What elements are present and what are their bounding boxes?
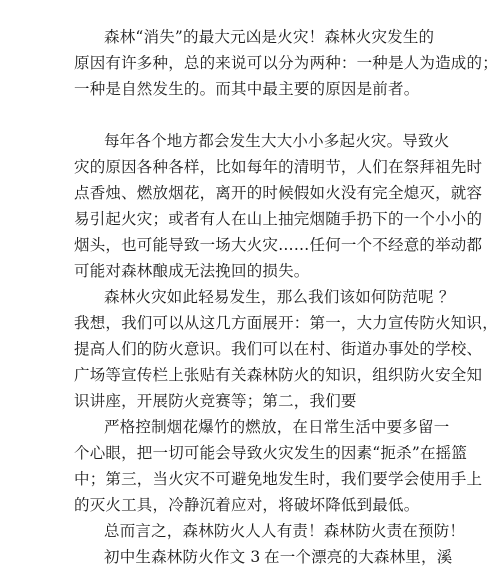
paragraph-2-line-5: 烟头，也可能导致一场大火灾……任何一个不经意的举动都	[74, 236, 483, 254]
paragraph-3-line-2: 我想，我们可以从这几方面展开：第一，大力宣传防火知识，	[74, 314, 498, 332]
paragraph-4-line-4: 的灭火工具，冷静沉着应对，将破坏降低到最低。	[74, 496, 420, 514]
paragraph-1-line-1: 森林“消失”的最大元凶是火灾！森林火灾发生的	[104, 28, 435, 46]
paragraph-2-line-3: 点香烛、燃放烟花，离开的时候假如火没有完全熄灭，就容	[74, 184, 483, 202]
next-article-title: 初中生森林防火作文 3	[104, 548, 261, 566]
paragraph-2-line-1: 每年各个地方都会发生大大小小多起火灾。导致火	[104, 132, 450, 150]
next-article-opening: 在一个漂亮的大森林里，溪	[264, 548, 453, 566]
paragraph-3-line-5: 识讲座，开展防火竞赛等；第二，我们要	[74, 392, 357, 410]
paragraph-4-line-1: 严格控制烟花爆竹的燃放，在日常生活中要多留一	[104, 418, 450, 436]
paragraph-2-line-2: 灾的原因各种各样，比如每年的清明节，人们在祭拜祖先时	[74, 158, 483, 176]
paragraph-2-line-6: 可能对森林酿成无法挽回的损失。	[74, 262, 310, 280]
paragraph-1-line-3: 一种是自然发生的。而其中最主要的原因是前者。	[74, 80, 420, 98]
paragraph-4-line-3: 中；第三，当火灾不可避免地发生时，我们要学会使用手上	[74, 470, 483, 488]
paragraph-2-line-4: 易引起火灾；或者有人在山上抽完烟随手扔下的一个小小的	[74, 210, 483, 228]
paragraph-5-line-1: 总而言之，森林防火人人有责！森林防火责在预防！	[104, 522, 466, 540]
paragraph-4-line-2: 个心眼，把一切可能会导致火灾发生的因素“扼杀”在摇篮	[74, 444, 468, 462]
paragraph-3-line-1: 森林火灾如此轻易发生，那么我们该如何防范呢 ？	[104, 288, 455, 306]
paragraph-3-line-4: 广场等宣传栏上张贴有关森林防火的知识，组织防火安全知	[74, 366, 483, 384]
paragraph-3-line-3: 提高人们的防火意识。我们可以在村、街道办事处的学校、	[74, 340, 483, 358]
paragraph-1-line-2: 原因有许多种，总的来说可以分为两种：一种是人为造成的；	[74, 54, 498, 72]
